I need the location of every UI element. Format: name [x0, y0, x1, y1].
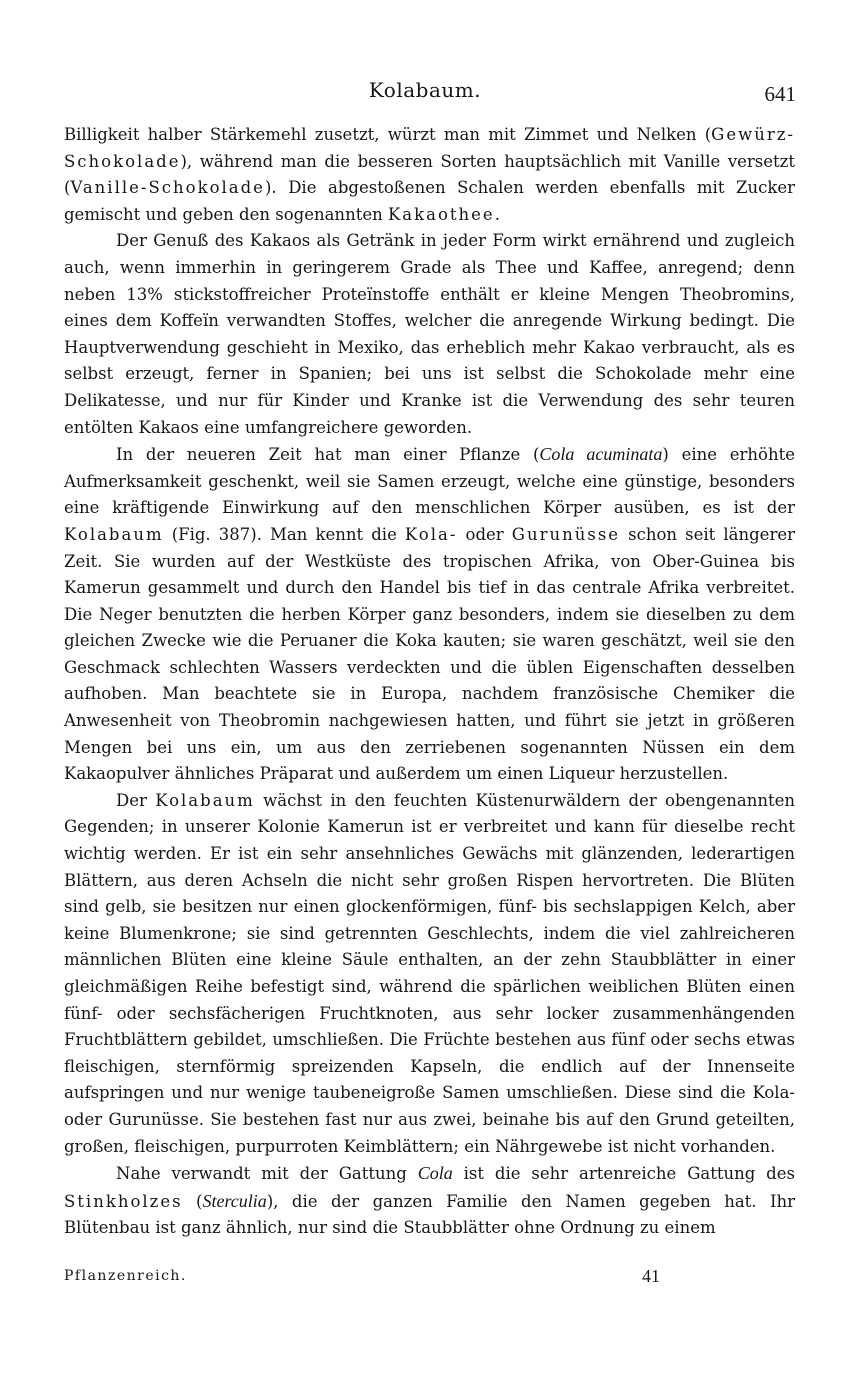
text-run: ) eine erhöhte Aufmerksamkeit geschenkt, weil sie Samen erzeugt, welche eine günstige, besonders eine kräftigende Einwirkung auf den menschlichen Körper ausüben, es ist der [64, 445, 795, 518]
text-run: Nahe verwandt mit der Gattung [116, 1164, 418, 1184]
text-run: In der neueren Zeit hat man einer Pflanze ( [116, 445, 540, 465]
text-run: Billigkeit halber Stärkemehl zusetzt, würzt man mit Zimmet und Nelken ( [64, 125, 712, 144]
emphasized-term: Gewürz-Schokolade [64, 125, 795, 171]
signature-mark: Pflanzenreich. [64, 1268, 187, 1284]
emphasized-term: Stinkholzes [64, 1191, 183, 1211]
text-run: . [494, 204, 500, 224]
text-run: Der Genuß des Kakaos als Getränk in jeder Form wirkt ernährend und zugleich auch, wenn immerhin in geringerem Grade als Thee und Kaffee, anregend; denn neben 13% stickstoffreicher Proteïnstoffe enthält er kleine Mengen Theobromins, eines dem Koffeïn verwandten Stoffes, welcher die anregende Wirkung bedingt. Die Hauptverwendung geschieht in Mexiko, das erheblich mehr Kakao verbraucht, als es selbst erzeugt, ferner in Spanien; bei uns ist selbst die Schokolade mehr eine Delikatesse, und nur für Kinder und Kranke ist die Verwendung des sehr teuren entölten Kakaos eine umfangreichere geworden. [64, 231, 795, 437]
emphasized-term: Gurunüsse [511, 524, 621, 544]
running-title: Kolabaum. [368, 78, 482, 102]
italic-term: Cola [417, 1163, 453, 1184]
text-run: ( [182, 1191, 203, 1211]
page-number: 641 [764, 82, 796, 106]
text-run: wächst in den feuchten Küstenurwäldern der obengenannten Gegenden; in unserer Kolonie Kamerun ist er verbreitet und kann für dieselbe recht wichtig werden. Er ist ein sehr ansehnliches Gewächs mit glänzenden, lederartigen Blättern, aus deren Achseln die nicht sehr großen Rispen hervortreten. Die Blüten sind gelb, sie besitzen nur einen glockenförmigen, fünf- bis sechslappigen Kelch, aber keine Blumenkrone; sie sind getrennten Geschlechts, indem die viel zahlreicheren männlichen Blüten eine kleine Säule enthalten, an der zehn Staubblätter in einer gleichmäßigen Reihe befestigt sind, während die spärlichen weiblichen Blüten einen fünf- oder sechsfächerigen Fruchtknoten, aus sehr locker zusammenhängenden Fruchtblättern gebildet, umschließen. Die Früchte bestehen aus fünf oder sechs etwas fleischigen, sternförmig spreizenden Kapseln, die endlich auf der Innenseite aufspringen und nur wenige taubeneigroße Samen umschließen. Diese sind die Kola- oder Gurunüsse. Sie bestehen fast nur aus zwei, beinahe bis auf den Grund geteilten, großen, fleischigen, purpurroten Keimblättern; ein Nährgewebe ist nicht vorhanden. [64, 790, 795, 1156]
paragraph [64, 788, 795, 1160]
emphasized-term: Kolabaum [155, 790, 255, 810]
text-run: schon seit längerer Zeit. Sie wurden auf der Westküste des tropischen Afrika, von Ober-Guinea bis Kamerun gesammelt und durch den Handel bis tief in das centrale Afrika verbreitet. Die Neger benutzten die herben Körper ganz besonders, indem sie dieselben zu dem gleichen Zwecke wie die Peruaner die Koka kauten; sie waren geschätzt, weil sie den Geschmack schlechten Wassers verdeckten und die üblen Eigenschaften desselben aufhoben. Man beachtete sie in Europa, nachdem französische Chemiker die Anwesenheit von Theobromin nachgewiesen hatten, und führt sie jetzt in größeren Mengen bei uns ein, um aus den zerriebenen sogenannten Nüssen ein dem Kakaopulver ähnliches Präparat und außerdem um einen Liqueur herzustellen. [64, 524, 795, 784]
text-run: ). Die abgestoßenen Schalen werden ebenfalls mit Zucker gemischt und geben den sogenannten [64, 178, 795, 224]
text-run: Der [116, 790, 156, 810]
body-text [64, 122, 795, 1242]
page-header [0, 78, 850, 112]
text-run: oder [457, 524, 512, 544]
paragraph [64, 1160, 795, 1242]
sheet-number: 41 [642, 1266, 660, 1286]
emphasized-term: Kolabaum [64, 524, 164, 544]
page-footer [64, 1268, 795, 1298]
paragraph [64, 122, 795, 228]
italic-term: Cola acuminata [539, 444, 663, 465]
text-run: (Fig. 387). Man kennt die [163, 524, 405, 544]
paragraph [64, 228, 795, 441]
text-run: ), die der ganzen Familie den Namen gegeben hat. Ihr Blütenbau ist ganz ähnlich, nur sind die Staubblätter ohne Ordnung zu einem [64, 1191, 795, 1238]
emphasized-term: Kola- [404, 524, 458, 544]
emphasized-term: Vanille-Schokolade [70, 178, 265, 198]
text-run: ist die sehr artenreiche Gattung des [452, 1164, 795, 1184]
paragraph [64, 441, 795, 788]
text-run: ), während man die besseren Sorten hauptsächlich mit Vanille versetzt ( [64, 151, 795, 198]
italic-term: Sterculia [202, 1190, 267, 1211]
emphasized-term: Kakaothee [387, 204, 495, 224]
